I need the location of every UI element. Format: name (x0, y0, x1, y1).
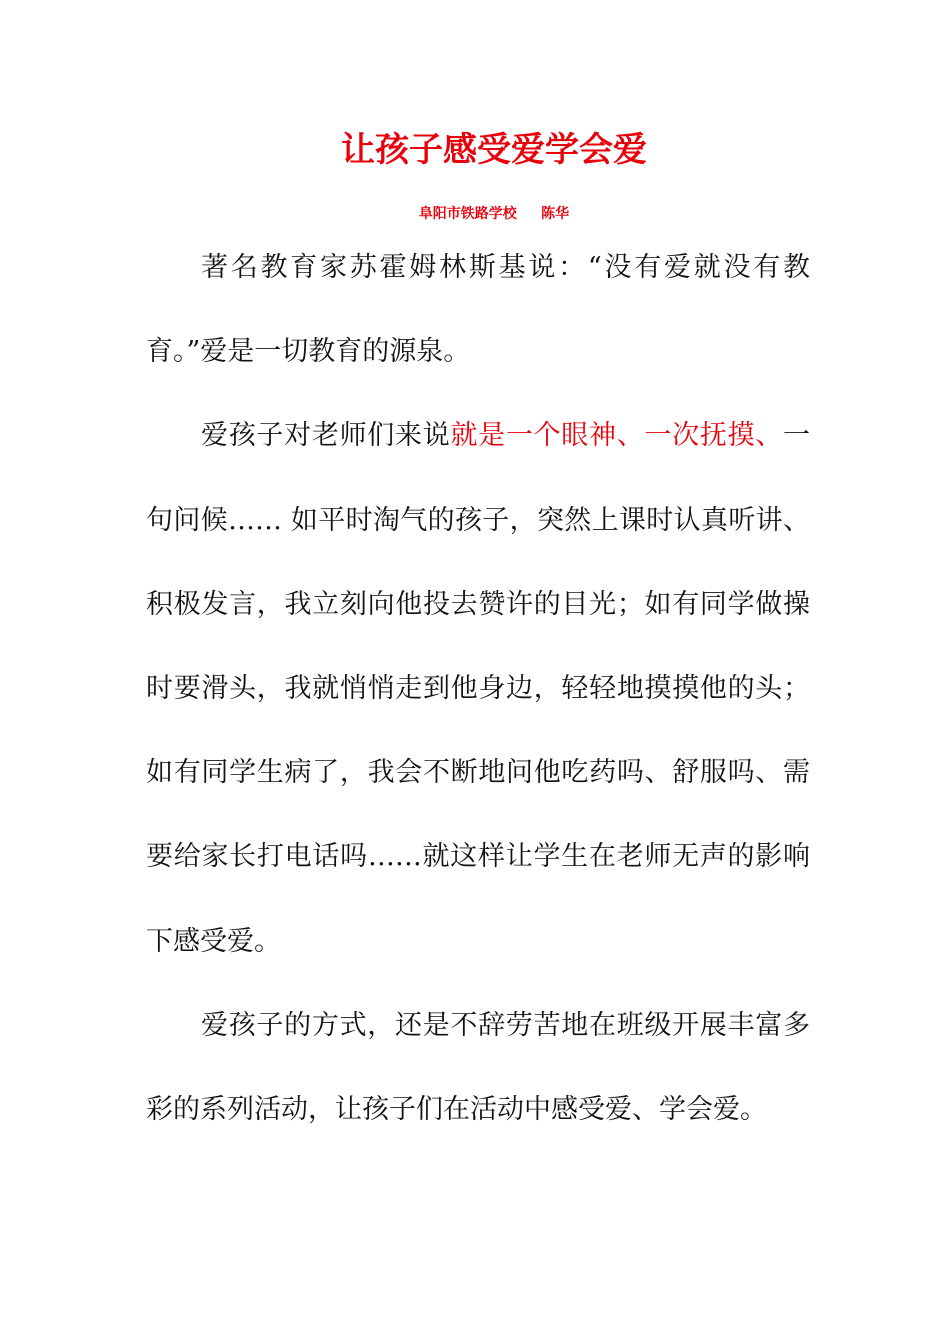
paragraph-3: 爱孩子的方式，还是不辞劳苦地在班级开展丰富多彩的系列活动，让孩子们在活动中感受爱、学会爱。 (146, 1009, 810, 1126)
paragraph-2-highlight: 就是一个眼神、一次抚摸、 (450, 420, 784, 452)
document-title: 让孩子感受爱学会爱 (341, 130, 647, 170)
document-body (146, 226, 810, 1152)
paragraph-2 (146, 394, 810, 983)
author-line: 阜阳市铁路学校 陈华 (418, 206, 570, 222)
paragraph-2-rest: 一句问候…… 如平时淘气的孩子，突然上课时认真听讲、积极发言，我立刻向他投去赞许的目光；如有同学做操时要滑头，我就悄悄走到他身边，轻轻地摸摸他的头；如有同学生病了，我会不断地问他吃药吗、舒服吗、需要给家长打电话吗……就这样让学生在老师无声的影响下感受爱。 (146, 420, 811, 957)
paragraph-2-lead: 爱孩子对老师们来说 (201, 420, 451, 452)
paragraph-1: 著名教育家苏霍姆林斯基说：“没有爱就没有教育。”爱是一切教育的源泉。 (146, 252, 810, 368)
